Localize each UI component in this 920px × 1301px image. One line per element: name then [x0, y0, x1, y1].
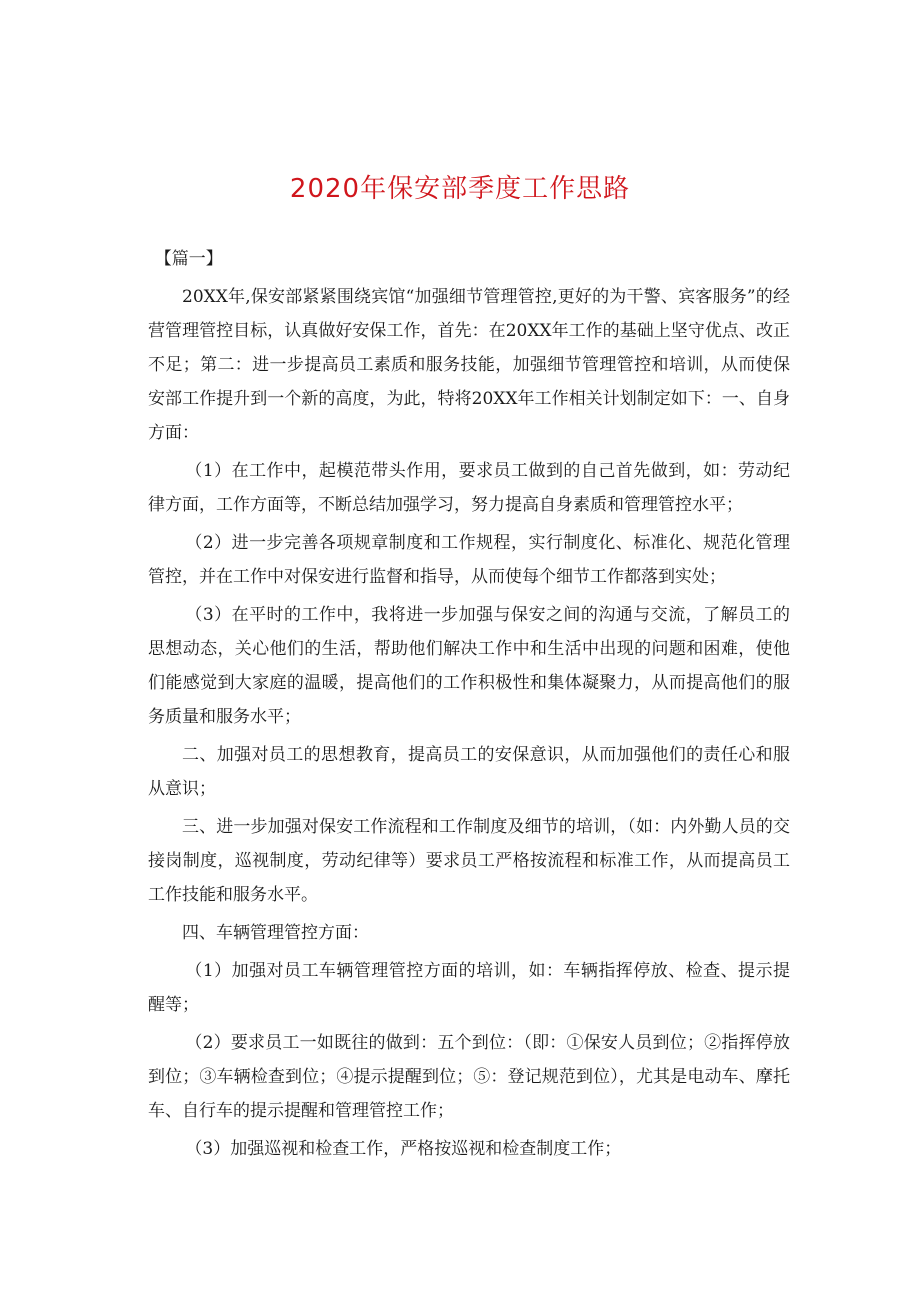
- paragraph-item-3: （3）在平时的工作中，我将进一步加强与保安之间的沟通与交流，了解员工的思想动态，关心他们的生活，帮助他们解决工作中和生活中出现的问题和困难，使他们能感觉到大家庭的温暖，提高他们的工作积极性和集体凝聚力，从而提高他们的服务质量和服务水平；: [148, 605, 790, 727]
- paragraph-vehicle-item-1: （1）加强对员工车辆管理管控方面的培训，如：车辆指挥停放、检查、提示提醒等；: [148, 961, 790, 1015]
- paragraph-section-three: 三、进一步加强对保安工作流程和工作制度及细节的培训，（如：内外勤人员的交接岗制度，巡视制度，劳动纪律等）要求员工严格按流程和标准工作，从而提高员工工作技能和服务水平。: [148, 817, 790, 905]
- document-body: [148, 242, 790, 1166]
- paragraph-intro: 20XX年,保安部紧紧围绕宾馆“加强细节管理管控,更好的为干警、宾客服务”的经营管理管控目标，认真做好安保工作，首先：在20XX年工作的基础上坚守优点、改正不足；第二：进一步提高员工素质和服务技能，加强细节管理管控和培训，从而使保安部工作提升到一个新的高度，为此，特将20XX年工作相关计划制定如下：一、自身方面：: [148, 287, 790, 443]
- paragraph-vehicle-item-3: （3）加强巡视和检查工作，严格按巡视和检查制度工作；: [185, 1139, 622, 1159]
- paragraph-vehicle-item-2: （2）要求员工一如既往的做到：五个到位：（即：①保安人员到位；②指挥停放到位；③车辆检查到位；④提示提醒到位；⑤：登记规范到位），尤其是电动车、摩托车、自行车的提示提醒和管理管控工作；: [148, 1033, 790, 1121]
- document-title: 2020年保安部季度工作思路: [289, 174, 631, 204]
- paragraph-item-1: （1）在工作中，起模范带头作用，要求员工做到的自己首先做到，如：劳动纪律方面，工作方面等，不断总结加强学习，努力提高自身素质和管理管控水平；: [148, 461, 790, 515]
- paragraph-section-two: 二、加强对员工的思想教育，提高员工的安保意识，从而加强他们的责任心和服从意识；: [148, 745, 790, 799]
- paragraph-item-2: （2）进一步完善各项规章制度和工作规程，实行制度化、标准化、规范化管理管控，并在工作中对保安进行监督和指导，从而使每个细节工作都落到实处；: [148, 533, 790, 587]
- section-label: 【篇一】: [154, 249, 223, 269]
- paragraph-section-four: 四、车辆管理管控方面：: [182, 923, 369, 943]
